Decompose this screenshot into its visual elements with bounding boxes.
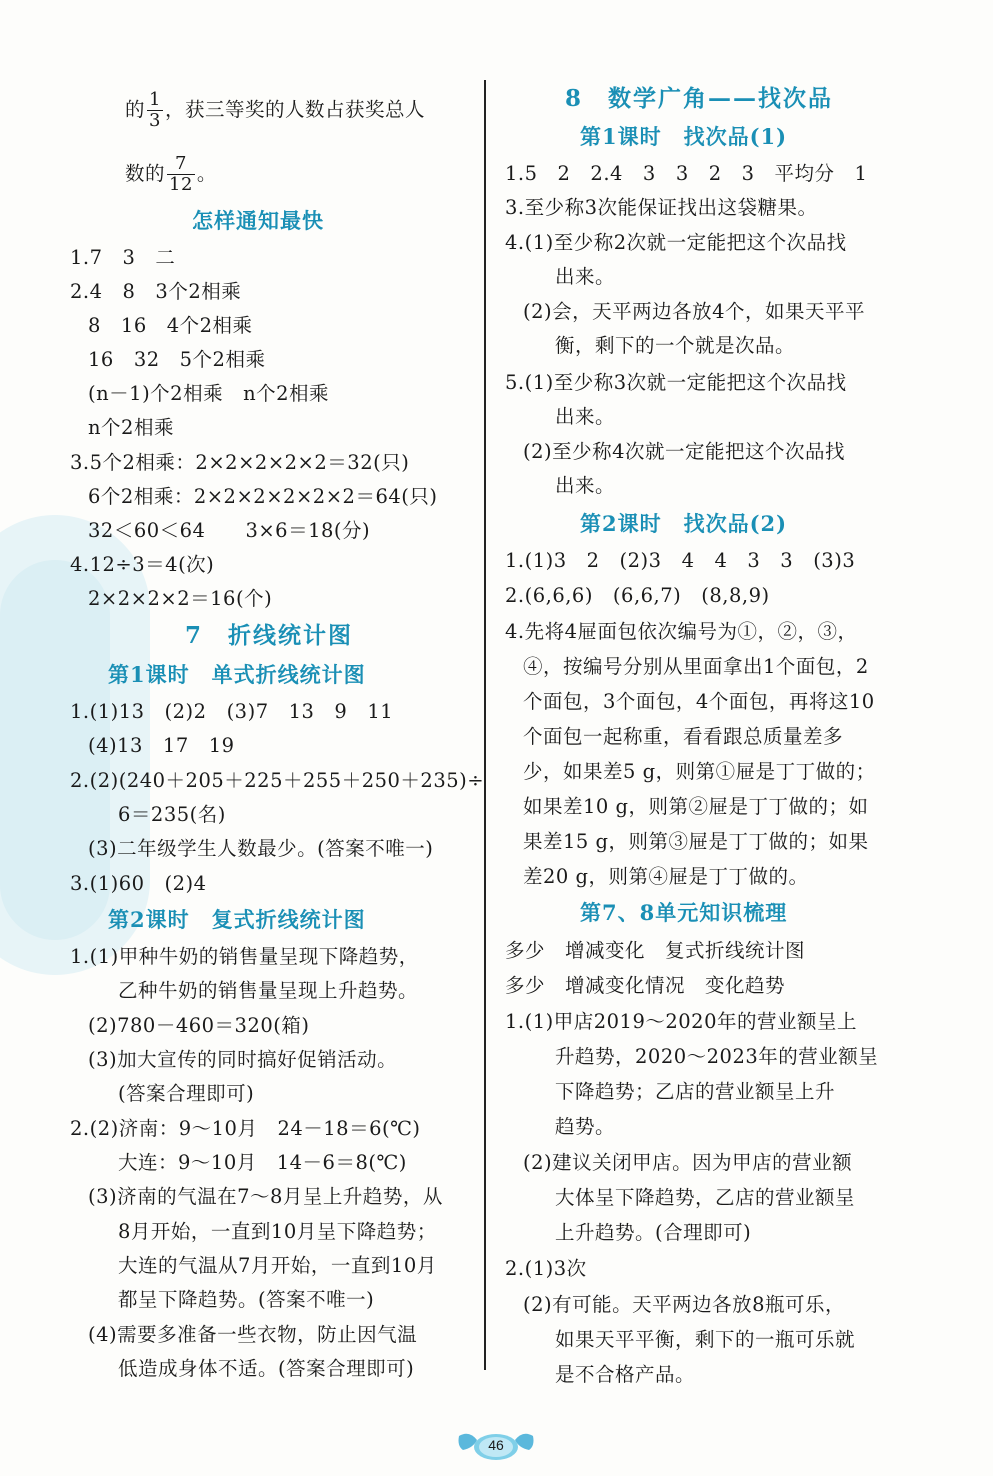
text: 。 bbox=[196, 161, 217, 185]
answer-line: 6＝235(名) bbox=[118, 803, 226, 826]
answer-line: 8月开始，一直到10月呈下降趋势； bbox=[118, 1220, 437, 1243]
page-number: 46 bbox=[488, 1437, 504, 1453]
lesson-2-title: 第2课时 复式折线统计图 bbox=[108, 907, 366, 932]
answer-line: 少，如果差5 g，则第①屉是丁丁做的； bbox=[523, 760, 876, 783]
answer-line: 大体呈下降趋势，乙店的营业额呈 bbox=[555, 1186, 856, 1209]
answer-line: 如果差10 g，则第②屉是丁丁做的；如 bbox=[523, 795, 869, 818]
chapter-8-title: 8 数学广角——找次品 bbox=[565, 85, 834, 112]
lesson-1-title: 第1课时 单式折线统计图 bbox=[108, 662, 366, 687]
answer-line: 大连的气温从7月开始，一直到10月 bbox=[118, 1254, 437, 1277]
answer-line: 4.12÷3＝4(次) bbox=[70, 553, 215, 576]
answer-line: 个面包一起称重，看看跟总质量差多 bbox=[523, 725, 844, 748]
column-divider bbox=[484, 80, 486, 1370]
answer-line: 出来。 bbox=[555, 405, 616, 428]
answer-line: 1.(1)3 2 (2)3 4 4 3 3 (3)3 bbox=[505, 549, 856, 572]
answer-line: 16 32 5个2相乘 bbox=[88, 348, 266, 371]
answer-line: 上升趋势。(合理即可) bbox=[555, 1221, 752, 1244]
text: 数的 bbox=[125, 161, 166, 185]
answer-line: (4)13 17 19 bbox=[88, 734, 235, 757]
answer-line: 2.(6,6,6) (6,6,7) (8,8,9) bbox=[505, 584, 770, 607]
answer-line: n个2相乘 bbox=[88, 416, 174, 439]
answer-line: 5.(1)至少称3次就一定能把这个次品找 bbox=[505, 371, 847, 394]
answer-line: 1.(1)甲种牛奶的销售量呈现下降趋势， bbox=[70, 945, 419, 968]
answer-line: (3)加大宣传的同时搞好促销活动。 bbox=[88, 1048, 398, 1071]
answer-line: 3.5个2相乘：2×2×2×2×2＝32(只) bbox=[70, 451, 410, 474]
answer-line: 都呈下降趋势。(答案不唯一) bbox=[118, 1288, 375, 1311]
answer-line: 乙种牛奶的销售量呈现上升趋势。 bbox=[118, 979, 419, 1002]
answer-line: 下降趋势；乙店的营业额呈上升 bbox=[555, 1080, 836, 1103]
answer-line: 2.4 8 3个2相乘 bbox=[70, 280, 242, 303]
numerator: 7 bbox=[167, 154, 195, 175]
page-number-badge bbox=[455, 1428, 537, 1462]
lesson-2-title: 第2课时 找次品(2) bbox=[580, 511, 788, 536]
answer-line: 3.至少称3次能保证找出这袋糖果。 bbox=[505, 196, 818, 219]
answer-line: 如果天平平衡，剩下的一瓶可乐就 bbox=[555, 1328, 856, 1351]
answer-line: 衡，剩下的一个就是次品。 bbox=[555, 334, 796, 357]
answer-line: 出来。 bbox=[555, 474, 616, 497]
answer-line: 2.(2)(240＋205＋225＋255＋250＋235)÷ bbox=[70, 769, 485, 792]
answer-line: (2)会，天平两边各放4个，如果天平平 bbox=[523, 300, 866, 323]
answer-line: 1.(1)甲店2019～2020年的营业额呈上 bbox=[505, 1010, 857, 1033]
text: ，获三等奖的人数占获奖总人 bbox=[164, 97, 425, 121]
answer-line: 2.(2)济南：9～10月 24－18＝6(℃) bbox=[70, 1117, 421, 1140]
answer-line: (3)二年级学生人数最少。(答案不唯一) bbox=[88, 837, 434, 860]
answer-line: 1.(1)13 (2)2 (3)7 13 9 11 bbox=[70, 700, 394, 723]
answer-line: 2×2×2×2＝16(个) bbox=[88, 587, 273, 610]
answer-line: 1.5 2 2.4 3 3 2 3 平均分 1 bbox=[505, 162, 868, 185]
answer-line: 是不合格产品。 bbox=[555, 1363, 696, 1386]
fraction-seven-twelfths bbox=[167, 154, 195, 195]
answer-line: 趋势。 bbox=[555, 1115, 616, 1138]
answer-line: (3)济南的气温在7～8月呈上升趋势，从 bbox=[88, 1185, 443, 1208]
answer-line: 4.先将4屉面包依次编号为①，②，③， bbox=[505, 620, 858, 643]
answer-line: (2)780－460＝320(箱) bbox=[88, 1014, 310, 1037]
answer-line: (n－1)个2相乘 n个2相乘 bbox=[88, 382, 330, 405]
denominator: 12 bbox=[169, 173, 193, 195]
answer-line: (2)建议关闭甲店。因为甲店的营业额 bbox=[523, 1151, 853, 1174]
answer-line: (2)至少称4次就一定能把这个次品找 bbox=[523, 440, 846, 463]
answer-line: (4)需要多准备一些衣物，防止因气温 bbox=[88, 1323, 418, 1346]
answer-line: (答案合理即可) bbox=[118, 1082, 255, 1105]
answer-line: 6个2相乘：2×2×2×2×2×2＝64(只) bbox=[88, 485, 438, 508]
fraction-one-third bbox=[147, 90, 163, 131]
answer-line: 3.(1)60 (2)4 bbox=[70, 872, 207, 895]
answer-line: 32＜60＜64 3×6＝18(分) bbox=[88, 519, 371, 542]
fraction-line-1 bbox=[125, 90, 425, 131]
answer-line: 升趋势，2020～2023年的营业额呈 bbox=[555, 1045, 879, 1068]
answer-line: 1.7 3 二 bbox=[70, 246, 176, 269]
answer-line: 差20 g，则第④屉是丁丁做的。 bbox=[523, 865, 809, 888]
answer-line: 大连：9～10月 14－6＝8(℃) bbox=[118, 1151, 407, 1174]
lesson-1-title: 第1课时 找次品(1) bbox=[580, 124, 788, 149]
answer-line: 低造成身体不适。(答案合理即可) bbox=[118, 1357, 415, 1380]
answer-line: 出来。 bbox=[555, 265, 616, 288]
heading-notify: 怎样通知最快 bbox=[192, 208, 324, 233]
text: 的 bbox=[125, 97, 146, 121]
answer-line: 4.(1)至少称2次就一定能把这个次品找 bbox=[505, 231, 847, 254]
answer-line: 2.(1)3次 bbox=[505, 1257, 587, 1280]
review-title: 第7、8单元知识梳理 bbox=[580, 900, 788, 925]
numerator: 1 bbox=[149, 89, 161, 110]
answer-line: ④，按编号分别从里面拿出1个面包，2 bbox=[523, 655, 869, 678]
answer-line: 个面包，3个面包，4个面包，再将这10 bbox=[523, 690, 875, 713]
answer-line: 多少 增减变化 复式折线统计图 bbox=[505, 939, 806, 962]
denominator: 3 bbox=[149, 109, 161, 131]
chapter-7-title: 7 折线统计图 bbox=[185, 622, 354, 649]
answer-line: 多少 增减变化情况 变化趋势 bbox=[505, 974, 786, 997]
fraction-line-2 bbox=[125, 154, 217, 195]
answer-line: (2)有可能。天平两边各放8瓶可乐， bbox=[523, 1293, 846, 1316]
answer-line: 果差15 g，则第③屉是丁丁做的；如果 bbox=[523, 830, 869, 853]
answer-line: 8 16 4个2相乘 bbox=[88, 314, 253, 337]
